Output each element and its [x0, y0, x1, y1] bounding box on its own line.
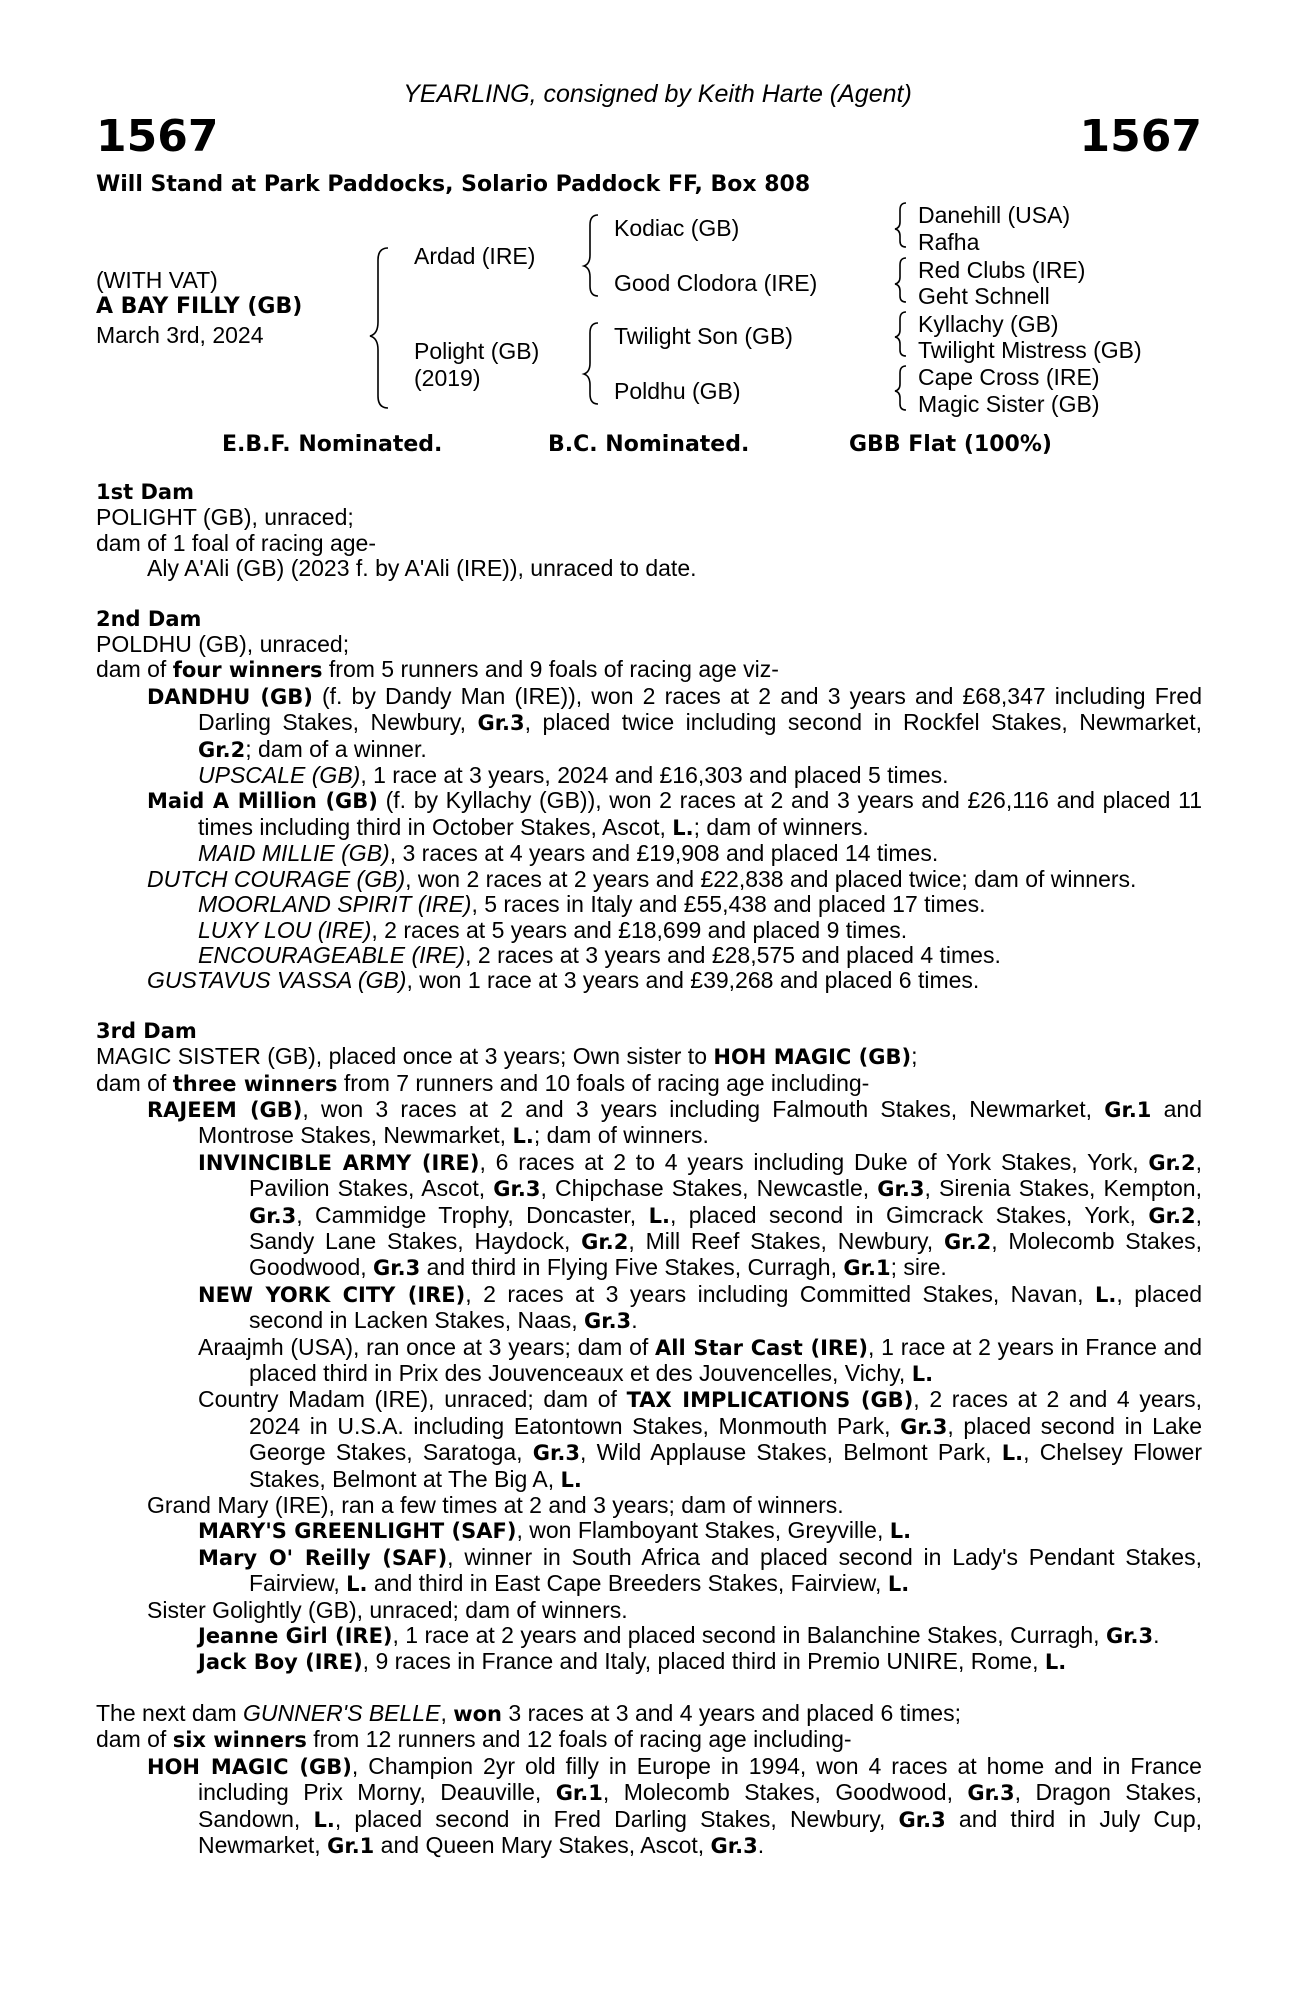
third-dam-produce-summary: dam of three winners from 7 runners and 10 foals of racing age including- [96, 1069, 870, 1096]
foaling-date: March 3rd, 2024 [96, 322, 264, 348]
brace-main [370, 248, 388, 408]
produce-new-york-city: NEW YORK CITY (IRE), 2 races at 3 years including Committed Stakes, Navan, L., placed second in Lacken Stakes, Naas, Gr.3. [198, 1280, 1202, 1334]
produce-jack-boy: Jack Boy (IRE), 9 races in France and Italy, placed third in Premio UNIRE, Rome, L. [198, 1648, 1067, 1675]
catalogue-body [96, 480, 1202, 1859]
lot-number-right: 1567 [1079, 111, 1202, 162]
third-dam-heading: 3rd Dam [96, 1018, 197, 1043]
gbb-nomination: GBB Flat (100%) [849, 432, 1052, 457]
sire-dam: Good Clodora (IRE) [614, 270, 818, 296]
ggp-6: Twilight Mistress (GB) [918, 337, 1142, 363]
sire: Ardad (IRE) [414, 243, 536, 269]
produce-mary-o-reilly: Mary O' Reilly (SAF), winner in South Africa and placed second in Lady's Pendant Stakes, Fairview, L. and third in East Cape Breeders Stakes, Fairview, L. [198, 1543, 1202, 1597]
first-dam-line: POLIGHT (GB), unraced; [96, 504, 354, 531]
brace-dam [584, 323, 598, 404]
dam-sire: Twilight Son (GB) [614, 323, 793, 349]
sire-sire: Kodiac (GB) [614, 215, 740, 241]
brace-sire [584, 215, 598, 296]
brace-g3 [895, 312, 906, 356]
brace-g2 [895, 258, 906, 302]
produce-encourageable: ENCOURAGEABLE (IRE), 2 races at 3 years and £28,575 and placed 4 times. [198, 941, 1001, 968]
produce-marys-greenlight: MARY'S GREENLIGHT (SAF), won Flamboyant Stakes, Greyville, L. [198, 1517, 912, 1544]
produce-dandhu: DANDHU (GB) (f. by Dandy Man (IRE)), won 2 races at 2 and 3 years and £68,347 including Fred Darling Stakes, Newbury, Gr.3, placed twice including second in Rockfel Stakes, Newmarket, Gr.2; dam of a winner. [147, 682, 1203, 762]
consignment-subtitle: YEARLING, consigned by Keith Harte (Agent) [403, 80, 912, 108]
produce-jeanne-girl: Jeanne Girl (IRE), 1 race at 2 years and placed second in Balanchine Stakes, Curragh, Gr.3. [198, 1622, 1160, 1649]
produce-maid-a-million: Maid A Million (GB) (f. by Kyllachy (GB)), won 2 races at 2 and 3 years and £26,116 and placed 11 times including third in October Stakes, Ascot, L.; dam of winners. [147, 787, 1202, 840]
ggp-5: Kyllachy (GB) [918, 311, 1059, 337]
third-dam-line: MAGIC SISTER (GB), placed once at 3 years; Own sister to HOH MAGIC (GB); [96, 1043, 918, 1070]
ggp-2: Rafha [918, 229, 980, 255]
stand-location: Will Stand at Park Paddocks, Solario Paddock FF, Box 808 [96, 172, 811, 197]
second-dam-produce-summary: dam of four winners from 5 runners and 9 foals of racing age viz- [96, 656, 779, 683]
produce-rajeem: RAJEEM (GB), won 3 races at 2 and 3 years including Falmouth Stakes, Newmarket, Gr.1 and Montrose Stakes, Newmarket, L.; dam of winners. [147, 1095, 1203, 1149]
ggp-7: Cape Cross (IRE) [918, 364, 1100, 390]
second-dam-line: POLDHU (GB), unraced; [96, 631, 350, 658]
ggp-1: Danehill (USA) [918, 202, 1071, 228]
ggp-8: Magic Sister (GB) [918, 391, 1100, 417]
dam-year: (2019) [414, 365, 481, 391]
ebf-nomination: E.B.F. Nominated. [222, 432, 443, 457]
dam: Polight (GB) [414, 338, 540, 364]
produce-dutch-courage: DUTCH COURAGE (GB), won 2 races at 2 years and £22,838 and placed twice; dam of winners. [147, 865, 1137, 892]
produce-grand-mary: Grand Mary (IRE), ran a few times at 2 and 3 years; dam of winners. [147, 1492, 844, 1519]
ggp-4: Geht Schnell [918, 283, 1050, 309]
brace-g4 [895, 366, 906, 410]
produce-luxy-lou: LUXY LOU (IRE), 2 races at 5 years and £18,699 and placed 9 times. [198, 916, 908, 943]
vat-note: (WITH VAT) [96, 267, 218, 293]
lot-number-left: 1567 [96, 111, 219, 162]
next-dam-produce-summary: dam of six winners from 12 runners and 12 foals of racing age including- [96, 1726, 852, 1753]
produce-araajmh: Araajmh (USA), ran once at 3 years; dam of All Star Cast (IRE), 1 race at 2 years in France and placed third in Prix des Jouvenceaux et des Jouvencelles, Vichy, L. [198, 1333, 1202, 1386]
first-dam-heading: 1st Dam [96, 480, 194, 504]
bc-nomination: B.C. Nominated. [548, 432, 750, 457]
brace-g1 [895, 203, 906, 247]
produce-maid-millie: MAID MILLIE (GB), 3 races at 4 years and £19,908 and placed 14 times. [198, 840, 939, 867]
produce-upscale: UPSCALE (GB), 1 race at 3 years, 2024 and £16,303 and placed 5 times. [198, 762, 949, 789]
produce-moorland-spirit: MOORLAND SPIRIT (IRE), 5 races in Italy and £55,438 and placed 17 times. [198, 891, 986, 918]
second-dam-heading: 2nd Dam [96, 606, 202, 631]
first-dam-produce: Aly A'Ali (GB) (2023 f. by A'Ali (IRE)), unraced to date. [147, 555, 697, 582]
produce-sister-golightly: Sister Golightly (GB), unraced; dam of winners. [147, 1596, 628, 1623]
produce-country-madam: Country Madam (IRE), unraced; dam of TAX IMPLICATIONS (GB), 2 races at 2 and 4 years, 2024 in U.S.A. including Eatontown Stakes, Monmouth Park, Gr.3, placed second in Lake George Stakes, Saratoga, Gr.3, Wild Applause Stakes, Belmont Park, L., Chelsey Flower Stakes, Belmont at The Big A, L. [198, 1386, 1203, 1492]
produce-hoh-magic: HOH MAGIC (GB), Champion 2yr old filly in Europe in 1994, won 4 races at home and in France including Prix Morny, Deauville, Gr.1, Molecomb Stakes, Goodwood, Gr.3, Dragon Stakes, Sandown, L., placed second in Fred Darling Stakes, Newbury, Gr.3 and third in July Cup, Newmarket, Gr.1 and Queen Mary Stakes, Ascot, Gr.3. [147, 1752, 1203, 1858]
produce-invincible-army: INVINCIBLE ARMY (IRE), 6 races at 2 to 4 years including Duke of York Stakes, York, Gr.2, Pavilion Stakes, Ascot, Gr.3, Chipchase Stakes, Newcastle, Gr.3, Sirenia Stakes, Kempton, Gr.3, Cammidge Trophy, Doncaster, L., placed second in Gimcrack Stakes, York, Gr.2, Sandy Lane Stakes, Haydock, Gr.2, Mill Reef Stakes, Newbury, Gr.2, Molecomb Stakes, Goodwood, Gr.3 and third in Flying Five Stakes, Curragh, Gr.1; sire. [198, 1148, 1202, 1281]
dam-dam: Poldhu (GB) [614, 378, 741, 404]
produce-gustavus-vassa: GUSTAVUS VASSA (GB), won 1 race at 3 years and £39,268 and placed 6 times. [147, 967, 980, 994]
next-dam-line: The next dam GUNNER'S BELLE, won 3 races at 3 and 4 years and placed 6 times; [96, 1699, 961, 1726]
first-dam-foals: dam of 1 foal of racing age- [96, 529, 376, 556]
ggp-3: Red Clubs (IRE) [918, 257, 1086, 283]
lot-horse-name: A BAY FILLY (GB) [96, 294, 303, 319]
